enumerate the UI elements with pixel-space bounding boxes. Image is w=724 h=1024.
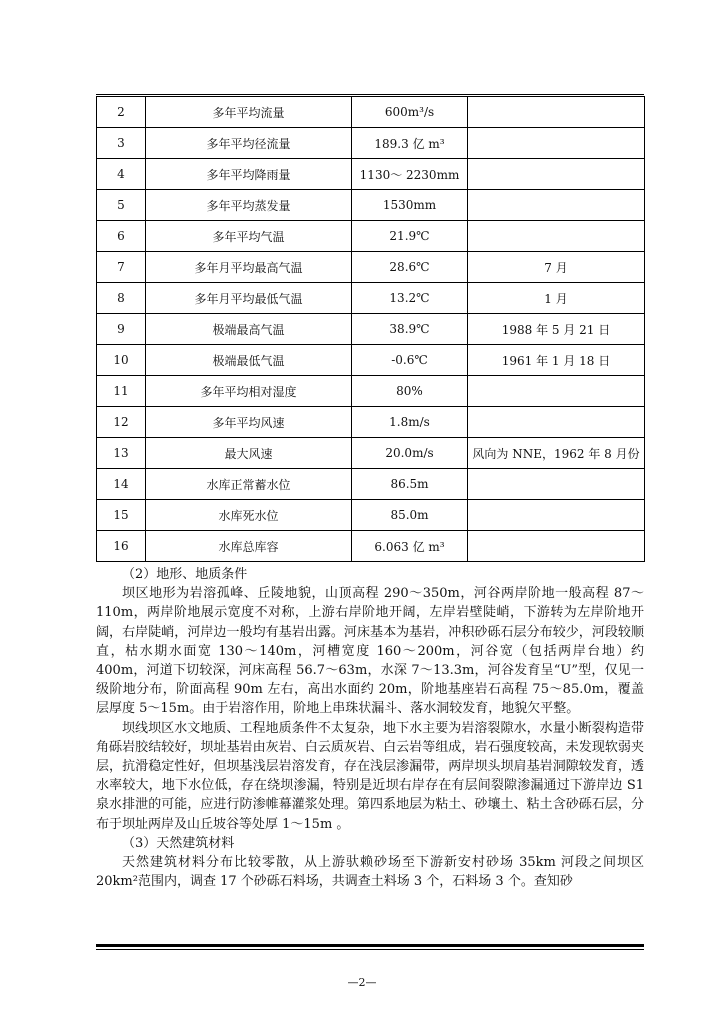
value-cell: -0.6℃ xyxy=(352,345,468,376)
value-cell: 1.8m/s xyxy=(352,407,468,438)
value-cell: 80% xyxy=(352,376,468,407)
item-name-cell: 水库死水位 xyxy=(146,500,352,531)
item-name-cell: 多年平均相对湿度 xyxy=(146,376,352,407)
section-3-heading: （3）天然建筑材料 xyxy=(122,835,235,851)
value-cell: 85.0m xyxy=(352,500,468,531)
item-name-cell: 最大风速 xyxy=(146,438,352,469)
item-name-cell: 多年平均气温 xyxy=(146,221,352,252)
note-cell xyxy=(468,221,645,252)
note-cell: 7 月 xyxy=(468,252,645,283)
table-row xyxy=(97,314,645,345)
row-number-cell: 10 xyxy=(97,345,146,376)
note-cell xyxy=(468,128,645,159)
table-row xyxy=(97,190,645,221)
table-row xyxy=(97,376,645,407)
page-number: —2— xyxy=(347,976,377,989)
value-cell: 13.2℃ xyxy=(352,283,468,314)
note-cell: 1988 年 5 月 21 日 xyxy=(468,314,645,345)
note-cell: 1961 年 1 月 18 日 xyxy=(468,345,645,376)
note-cell xyxy=(468,500,645,531)
table-row xyxy=(97,159,645,190)
hydrology-parameter-table xyxy=(96,96,645,562)
section-3-paragraph-1: 天然建筑材料分布比较零散，从上游驮赖砂场至下游新安村砂场 35km 河段之间坝区 20km²范围内，调查 17 个砂砾石料场，共调查土料场 3 个，石料场 3 个。查知砂 xyxy=(96,855,644,890)
value-cell: 6.063 亿 m³ xyxy=(352,531,468,562)
row-number-cell: 15 xyxy=(97,500,146,531)
item-name-cell: 多年平均蒸发量 xyxy=(146,190,352,221)
row-number-cell: 16 xyxy=(97,531,146,562)
table-row xyxy=(97,438,645,469)
row-number-cell: 8 xyxy=(97,283,146,314)
item-name-cell: 多年平均流量 xyxy=(146,97,352,128)
row-number-cell: 13 xyxy=(97,438,146,469)
note-cell xyxy=(468,190,645,221)
section-2-heading: （2）地形、地质条件 xyxy=(122,567,248,582)
value-cell: 600m³/s xyxy=(352,97,468,128)
item-name-cell: 极端最高气温 xyxy=(146,314,352,345)
row-number-cell: 2 xyxy=(97,97,146,128)
row-number-cell: 6 xyxy=(97,221,146,252)
item-name-cell: 多年月平均最低气温 xyxy=(146,283,352,314)
note-cell xyxy=(468,531,645,562)
note-cell: 风向为 NNE，1962 年 8 月份 xyxy=(468,438,645,469)
row-number-cell: 5 xyxy=(97,190,146,221)
value-cell: 20.0m/s xyxy=(352,438,468,469)
table-row xyxy=(97,252,645,283)
value-cell: 21.9℃ xyxy=(352,221,468,252)
table-row xyxy=(97,531,645,562)
table-row xyxy=(97,500,645,531)
table-row xyxy=(97,407,645,438)
note-cell xyxy=(468,469,645,500)
header-rule xyxy=(96,94,644,95)
item-name-cell: 水库总库容 xyxy=(146,531,352,562)
item-name-cell: 多年月平均最高气温 xyxy=(146,252,352,283)
row-number-cell: 14 xyxy=(97,469,146,500)
table-body xyxy=(97,97,645,562)
note-cell xyxy=(468,97,645,128)
section-2-paragraph-2: 坝线坝区水文地质、工程地质条件不太复杂，地下水主要为岩溶裂隙水，水量小断裂构造带角砾岩胶结较好，坝址基岩由灰岩、白云质灰岩、白云岩等组成，岩石强度较高，未发现软弱夹层，抗滑稳定性好，但坝基浅层岩溶发育，存在浅层渗漏带，两岸坝头坝肩基岩洞隙较发育，透水率较大，地下水位低，存在绕坝渗漏，特别是近坝右岸存在有层间裂隙渗漏通过下游岸边 S1 泉水排泄的可能，应进行防渗帷幕灌浆处理。第四系地层为粘土、砂壤土、粘土含砂砾石层，分布于坝址两岸及山丘坡谷等处厚 1～15m 。 xyxy=(96,720,644,832)
body-text xyxy=(96,565,644,891)
row-number-cell: 9 xyxy=(97,314,146,345)
footer-rule-thin xyxy=(96,949,644,950)
item-name-cell: 多年平均径流量 xyxy=(146,128,352,159)
table-row xyxy=(97,345,645,376)
table-row xyxy=(97,283,645,314)
table-row xyxy=(97,128,645,159)
value-cell: 86.5m xyxy=(352,469,468,500)
table-row xyxy=(97,469,645,500)
note-cell: 1 月 xyxy=(468,283,645,314)
item-name-cell: 多年平均降雨量 xyxy=(146,159,352,190)
row-number-cell: 3 xyxy=(97,128,146,159)
item-name-cell: 极端最低气温 xyxy=(146,345,352,376)
row-number-cell: 12 xyxy=(97,407,146,438)
value-cell: 189.3 亿 m³ xyxy=(352,128,468,159)
section-2-paragraph-1: 坝区地形为岩溶孤峰、丘陵地貌，山顶高程 290～350m，河谷两岸阶地一般高程 87～110m，两岸阶地展示宽度不对称，上游右岸阶地开阔，左岸岩壁陡峭，下游转为左岸阶地开阔，右岸陡峭，河岸边一般均有基岩出露。河床基本为基岩，冲积砂砾石层分布较少，河段较顺直，枯水期水面宽 130～140m，河槽宽度 160～200m，河谷宽（包括两岸台地）约 400m，河道下切较深，河床高程 56.7～63m，水深 7～13.3m，河谷发育呈“U”型，仅见一级阶地分布，阶面高程 90m 左右，高出水面约 20m，阶地基座岩石高程 75～85.0m，覆盖层厚度 5～15m。由于岩溶作用，阶地上串珠状漏斗、落水洞较发育，地貌欠平整。 xyxy=(96,586,644,717)
item-name-cell: 水库正常蓄水位 xyxy=(146,469,352,500)
table-row xyxy=(97,221,645,252)
footer-rule-thick xyxy=(96,944,644,947)
row-number-cell: 11 xyxy=(97,376,146,407)
value-cell: 38.9℃ xyxy=(352,314,468,345)
note-cell xyxy=(468,407,645,438)
row-number-cell: 4 xyxy=(97,159,146,190)
item-name-cell: 多年平均风速 xyxy=(146,407,352,438)
value-cell: 1130～ 2230mm xyxy=(352,159,468,190)
row-number-cell: 7 xyxy=(97,252,146,283)
note-cell xyxy=(468,376,645,407)
note-cell xyxy=(468,159,645,190)
value-cell: 28.6℃ xyxy=(352,252,468,283)
value-cell: 1530mm xyxy=(352,190,468,221)
table-row xyxy=(97,97,645,128)
